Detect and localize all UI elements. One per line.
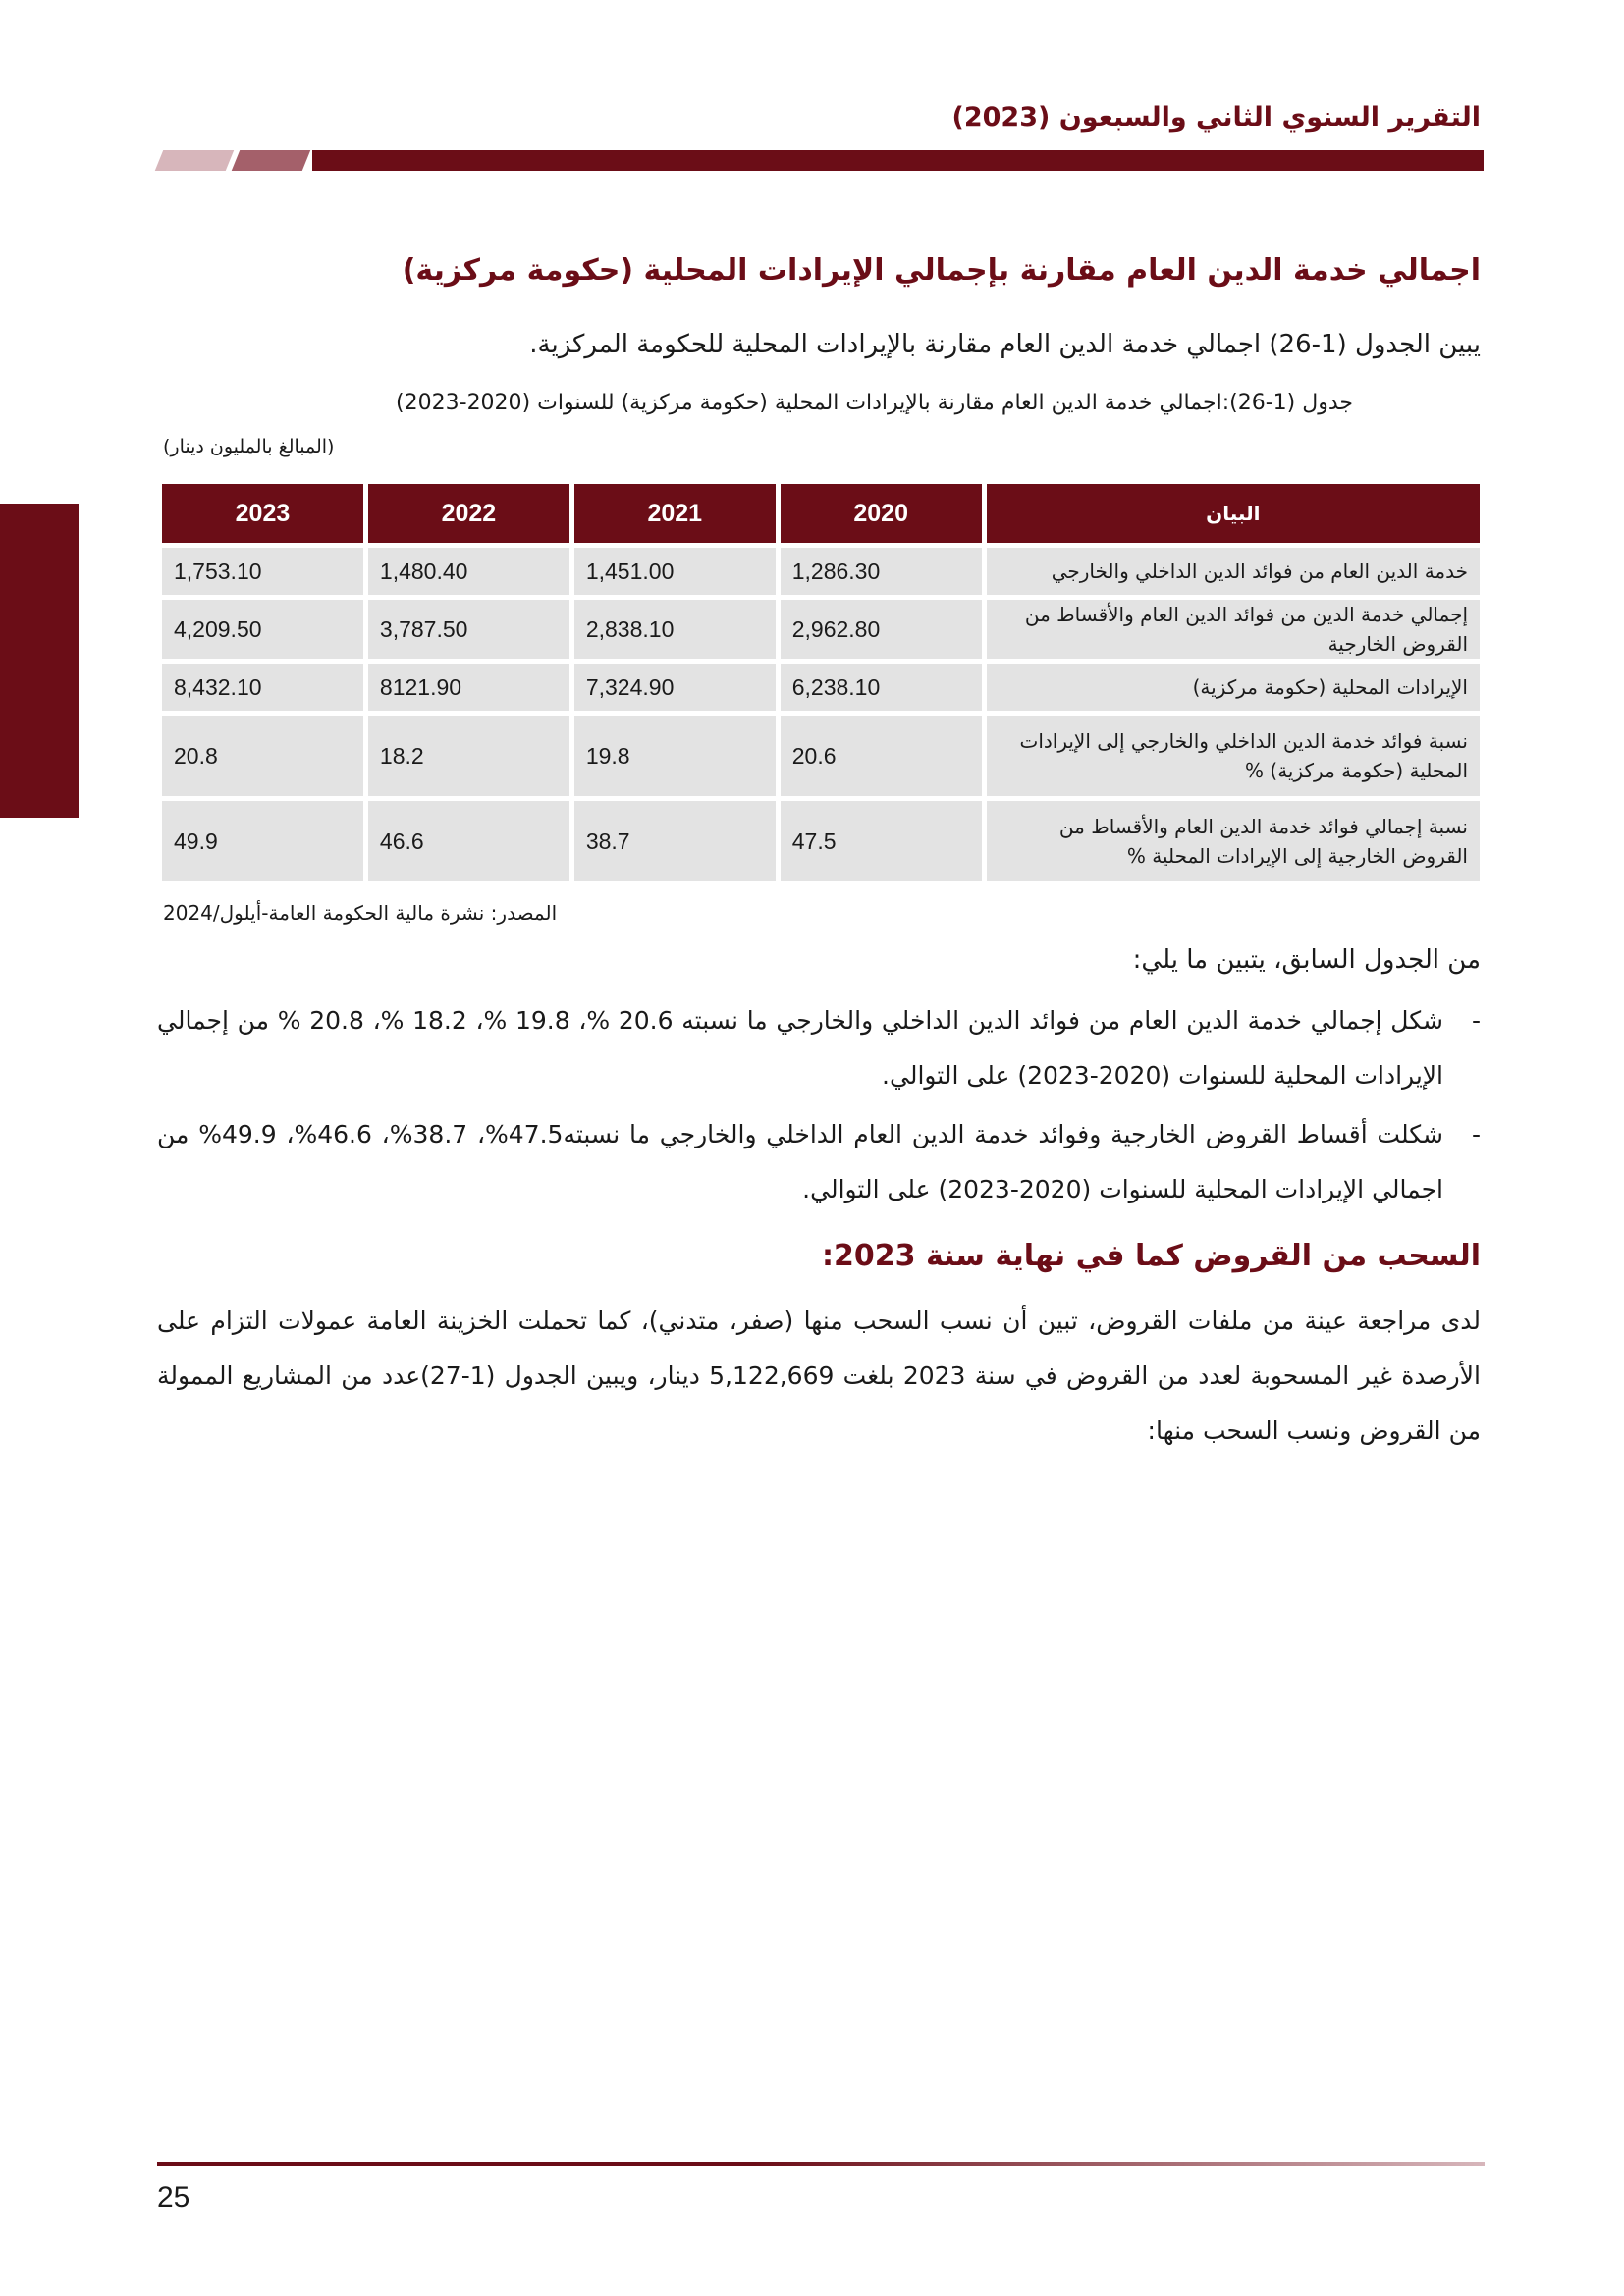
bullet-dash: - xyxy=(1471,1006,1481,1035)
analysis-list xyxy=(157,993,1481,1221)
cell-2023: 1,753.10 xyxy=(162,548,363,595)
row-label: الإيرادات المحلية (حكومة مركزية) xyxy=(987,664,1480,711)
cell-2023: 49.9 xyxy=(162,801,363,881)
footer-divider xyxy=(157,2162,1485,2166)
cell-2021: 7,324.90 xyxy=(574,664,776,711)
cell-2023: 8,432.10 xyxy=(162,664,363,711)
cell-2021: 19.8 xyxy=(574,716,776,796)
table-source: المصدر: نشرة مالية الحكومة العامة-أيلول/2024 xyxy=(163,901,558,925)
header-bar xyxy=(312,150,1484,171)
analysis-intro: من الجدول السابق، يتبين ما يلي: xyxy=(1132,945,1481,975)
table-header-row xyxy=(162,484,1480,543)
cell-2020: 47.5 xyxy=(781,801,982,881)
section-title-debt-service: اجمالي خدمة الدين العام مقارنة بإجمالي الإيرادات المحلية (حكومة مركزية) xyxy=(402,253,1481,288)
table-row xyxy=(162,548,1480,595)
header-year-2021: 2021 xyxy=(574,484,776,543)
cell-2021: 38.7 xyxy=(574,801,776,881)
cell-2021: 2,838.10 xyxy=(574,600,776,659)
page-number: 25 xyxy=(157,2181,190,2214)
table-units: (المبالغ بالمليون دينار) xyxy=(163,436,335,457)
cell-2022: 46.6 xyxy=(368,801,569,881)
row-label: نسبة فوائد خدمة الدين الداخلي والخارجي إلى الإيرادات المحلية (حكومة مركزية) % xyxy=(987,716,1480,796)
cell-2022: 8121.90 xyxy=(368,664,569,711)
row-label: نسبة إجمالي فوائد خدمة الدين العام والأقساط من القروض الخارجية إلى الإيرادات المحلية % xyxy=(987,801,1480,881)
table-row xyxy=(162,801,1480,881)
report-title: التقرير السنوي الثاني والسبعون (2023) xyxy=(951,102,1481,133)
row-label: خدمة الدين العام من فوائد الدين الداخلي والخارجي xyxy=(987,548,1480,595)
header-year-2020: 2020 xyxy=(781,484,982,543)
cell-2020: 2,962.80 xyxy=(781,600,982,659)
table-row xyxy=(162,600,1480,659)
cell-2022: 1,480.40 xyxy=(368,548,569,595)
side-tab-marker xyxy=(0,504,79,818)
list-item-text: شكل إجمالي خدمة الدين العام من فوائد الدين الداخلي والخارجي ما نسبته 20.6 %، 19.8 %، 18.2 %، 20.8 % من إجمالي الإيرادات المحلية للسنوات (2020-2023) على التوالي. xyxy=(157,1006,1443,1090)
table-row xyxy=(162,664,1480,711)
cell-2023: 20.8 xyxy=(162,716,363,796)
cell-2022: 3,787.50 xyxy=(368,600,569,659)
cell-2021: 1,451.00 xyxy=(574,548,776,595)
bullet-dash: - xyxy=(1471,1120,1481,1148)
section-title-loan-withdrawals: السحب من القروض كما في نهاية سنة 2023: xyxy=(822,1239,1481,1273)
debt-service-table xyxy=(157,479,1485,886)
table-caption: جدول (1-26):اجمالي خدمة الدين العام مقارنة بالإيرادات المحلية (حكومة مركزية) للسنوات (2020-2023) xyxy=(396,391,1353,415)
header-year-2023: 2023 xyxy=(162,484,363,543)
section-intro: يبين الجدول (1-26) اجمالي خدمة الدين العام مقارنة بالإيرادات المحلية للحكومة المركزية. xyxy=(529,330,1481,359)
cell-2020: 20.6 xyxy=(781,716,982,796)
header-decor-mid xyxy=(232,150,310,171)
row-label: إجمالي خدمة الدين من فوائد الدين العام والأقساط من القروض الخارجية xyxy=(987,600,1480,659)
cell-2020: 6,238.10 xyxy=(781,664,982,711)
header-year-2022: 2022 xyxy=(368,484,569,543)
cell-2023: 4,209.50 xyxy=(162,600,363,659)
header-decor-light xyxy=(155,150,234,171)
list-item xyxy=(157,993,1481,1103)
loan-withdrawals-paragraph: لدى مراجعة عينة من ملفات القروض، تبين أن نسب السحب منها (صفر، متدني)، كما تحملت الخزينة العامة عمولات التزام على الأرصدة غير المسحوبة لعدد من القروض في سنة 2023 بلغت 5,122,669 دينار، ويبين الجدول (1-27)عدد من المشاريع الممولة من القروض ونسب السحب منها: xyxy=(157,1307,1481,1445)
cell-2020: 1,286.30 xyxy=(781,548,982,595)
table-row xyxy=(162,716,1480,796)
list-item-text: شكلت أقساط القروض الخارجية وفوائد خدمة الدين العام الداخلي والخارجي ما نسبته47.5%، 38.7%، 46.6%، 49.9% من اجمالي الإيرادات المحلية للسنوات (2020-2023) على التوالي. xyxy=(157,1120,1444,1203)
header-label: البيان xyxy=(987,484,1480,543)
cell-2022: 18.2 xyxy=(368,716,569,796)
list-item xyxy=(157,1107,1481,1217)
